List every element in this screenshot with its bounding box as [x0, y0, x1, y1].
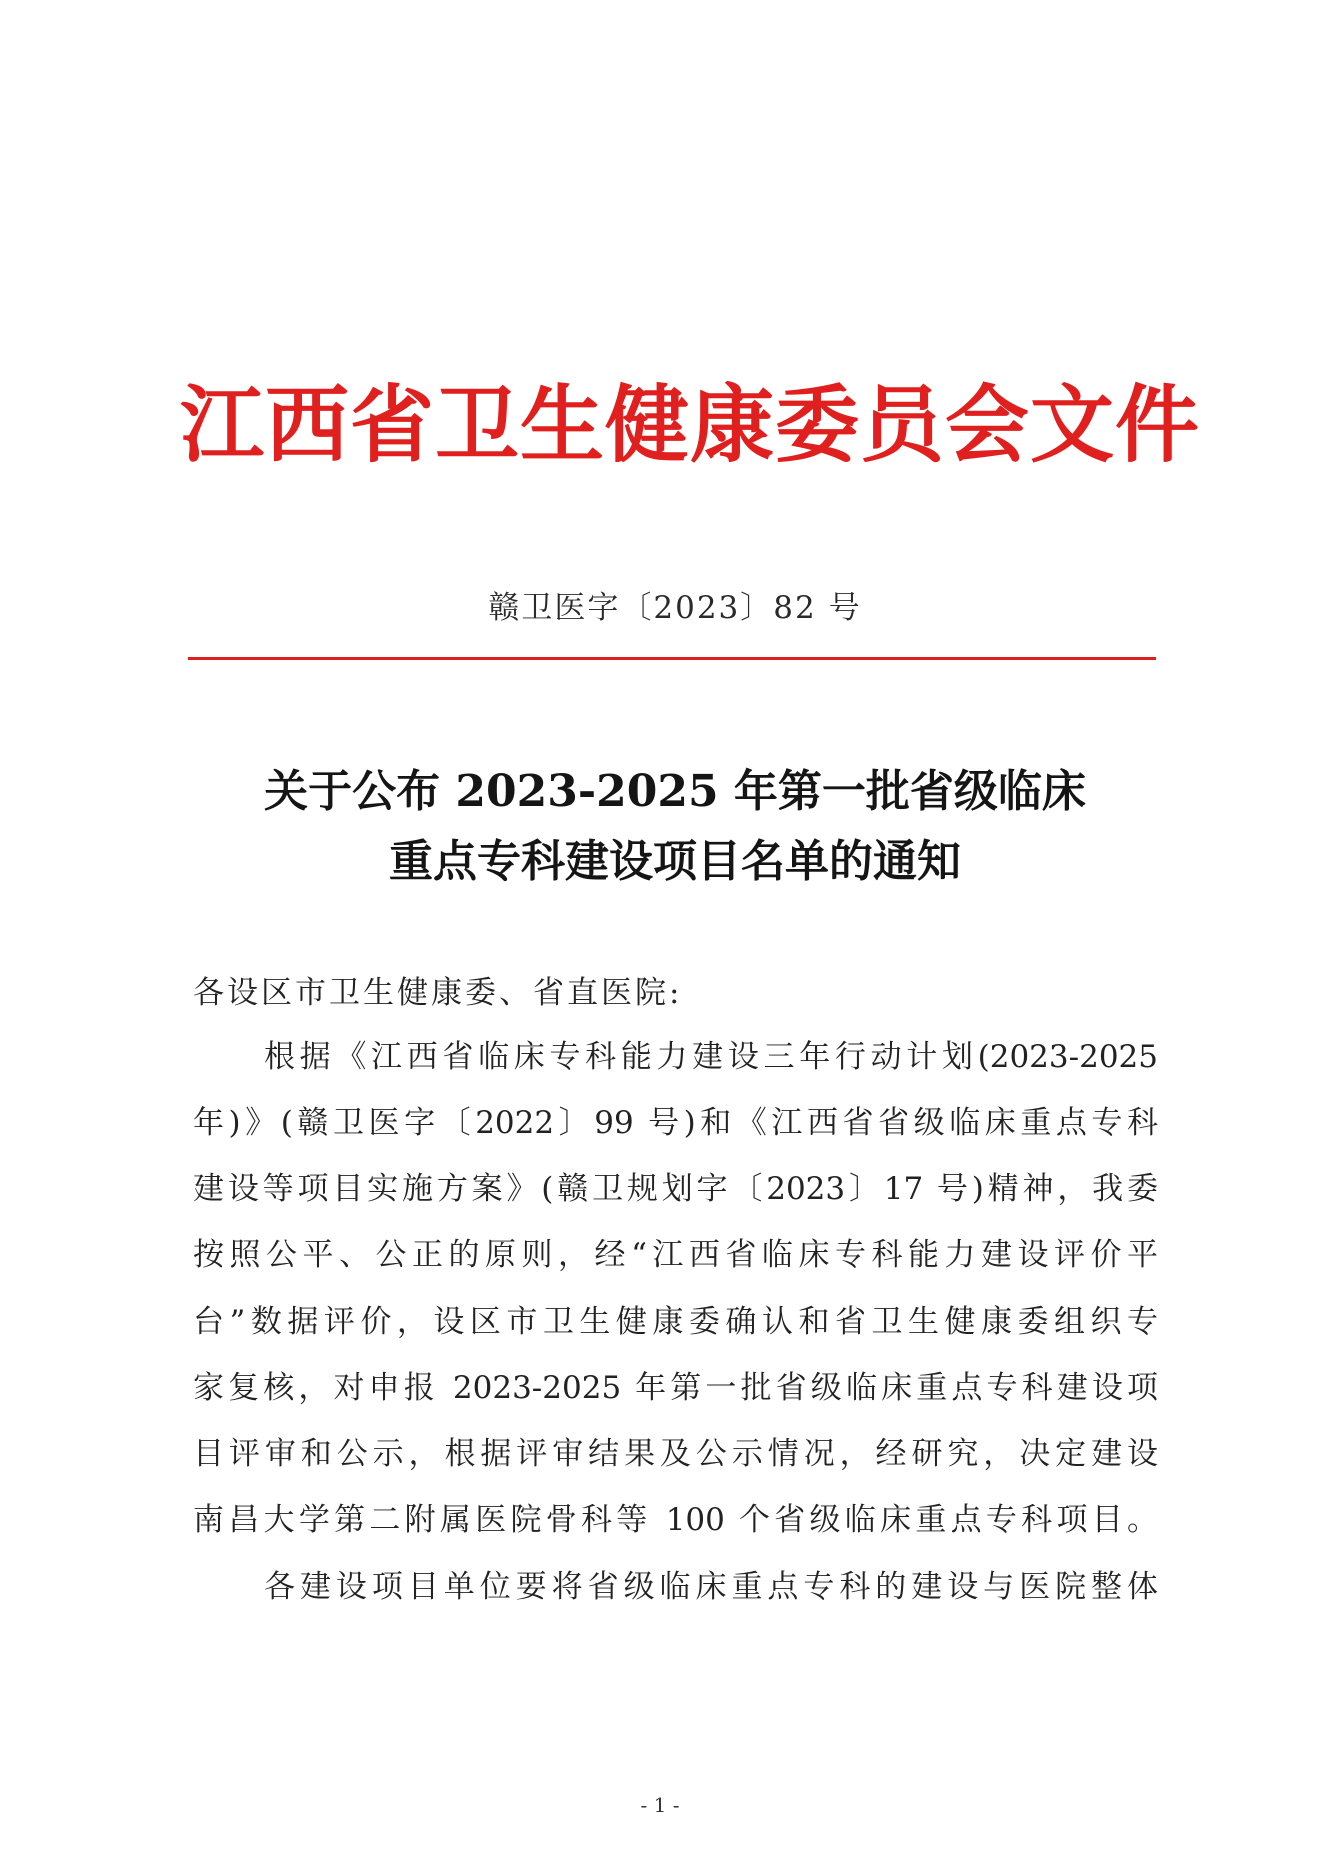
body-line: 各建设项目单位要将省级临床重点专科的建设与医院整体 [264, 1569, 1158, 1605]
body-line: 按照公平、公正的原则，经“江西省临床专科能力建设评价平 [193, 1237, 1158, 1273]
body-line: 目评审和公示，根据评审结果及公示情况，经研究，决定建设 [193, 1436, 1158, 1472]
body-line: 根据《江西省临床专科能力建设三年行动计划(2023-2025 [264, 1039, 1158, 1075]
salutation: 各设区市卫生健康委、省直医院: [193, 975, 683, 1011]
body-line: 台”数据评价，设区市卫生健康委确认和省卫生健康委组织专 [193, 1304, 1158, 1340]
body-line: 年)》(赣卫医字〔2022〕99 号)和《江西省省级临床重点专科 [193, 1105, 1158, 1141]
red-divider-line [188, 657, 1156, 660]
issuing-authority-title: 江西省卫生健康委员会文件 [180, 376, 1201, 474]
body-line: 建设等项目实施方案》(赣卫规划字〔2023〕17 号)精神，我委 [193, 1171, 1158, 1207]
notice-title-line-1: 关于公布 2023-2025 年第一批省级临床 [264, 766, 1086, 817]
body-line: 南昌大学第二附属医院骨科等 100 个省级临床重点专科项目。 [193, 1502, 1158, 1538]
notice-title-line-2: 重点专科建设项目名单的通知 [389, 836, 961, 887]
body-line: 家复核，对申报 2023-2025 年第一批省级临床重点专科建设项 [193, 1370, 1158, 1406]
page-number: - 1 - [640, 1793, 680, 1817]
document-number: 赣卫医字〔2023〕82 号 [488, 590, 862, 626]
